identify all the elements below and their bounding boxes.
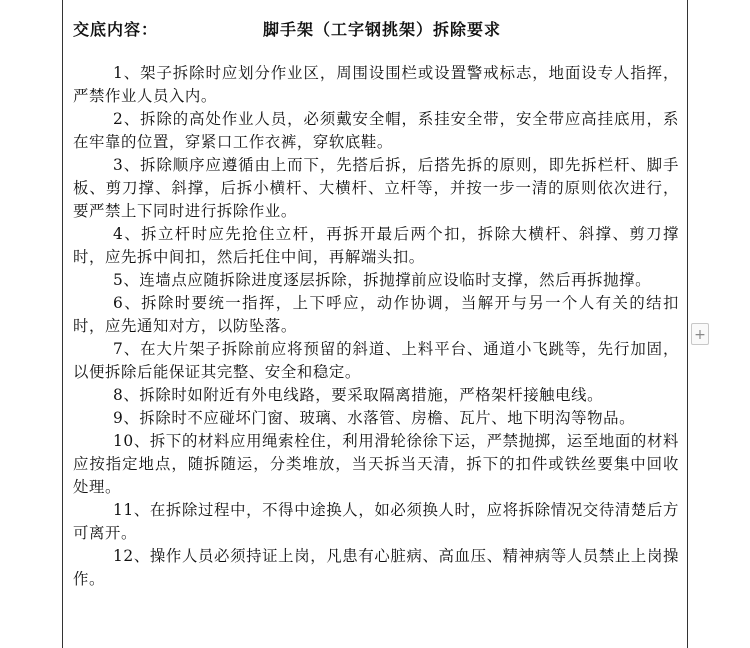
header-label: 交底内容： [73,20,159,39]
list-item: 1、架子拆除时应划分作业区，周围设围栏或设置警戒标志，地面设专人指挥，严禁作业人员入内。 [73,64,679,105]
list-item: 7、在大片架子拆除前应将预留的斜道、上料平台、通道小飞跳等，先行加固，以便拆除后能保证其完整、安全和稳定。 [73,340,679,381]
list-item: 6、拆除时要统一指挥，上下呼应，动作协调，当解开与另一个人有关的结扣时，应先通知对方，以防坠落。 [73,294,679,335]
list-item: 8、拆除时如附近有外电线路，要采取隔离措施，严格架杆接触电线。 [113,386,604,404]
plus-icon[interactable]: + [691,323,709,345]
list-item: 10、拆下的材料应用绳索栓住，利用滑轮徐徐下运，严禁抛掷，运至地面的材料应按指定地点，随拆随运，分类堆放，当天拆当天清，拆下的扣件或铁丝要集中回收处理。 [73,432,679,496]
list-item: 5、连墙点应随拆除进度逐层拆除，拆抛撑前应设临时支撑，然后再拆抛撑。 [113,271,652,289]
list-item: 4、拆立杆时应先抢住立杆，再拆开最后两个扣，拆除大横杆、斜撑、剪刀撑时，应先拆中间扣，然后托住中间，再解端头扣。 [73,225,679,266]
document-page [62,0,688,648]
document-title: 脚手架（工字钢挑架）拆除要求 [263,20,502,39]
list-item: 9、拆除时不应碰坏门窗、玻璃、水落管、房檐、瓦片、地下明沟等物品。 [113,409,636,427]
list-item: 3、拆除顺序应遵循由上而下，先搭后拆，后搭先拆的原则，即先拆栏杆、脚手板、剪刀撑、斜撑，后拆小横杆、大横杆、立杆等，并按一步一清的原则依次进行，要严禁上下同时进行拆除作业。 [73,156,679,220]
list-item: 2、拆除的高处作业人员，必须戴安全帽，系挂安全带，安全带应高挂底用，系在牢靠的位置，穿紧口工作衣裤，穿软底鞋。 [73,110,679,151]
document-header [73,16,677,44]
document-body [73,62,679,591]
list-item: 12、操作人员必须持证上岗，凡患有心脏病、高血压、精神病等人员禁止上岗操作。 [73,547,679,588]
list-item: 11、在拆除过程中，不得中途换人，如必须换人时，应将拆除情况交待清楚后方可离开。 [73,501,679,542]
